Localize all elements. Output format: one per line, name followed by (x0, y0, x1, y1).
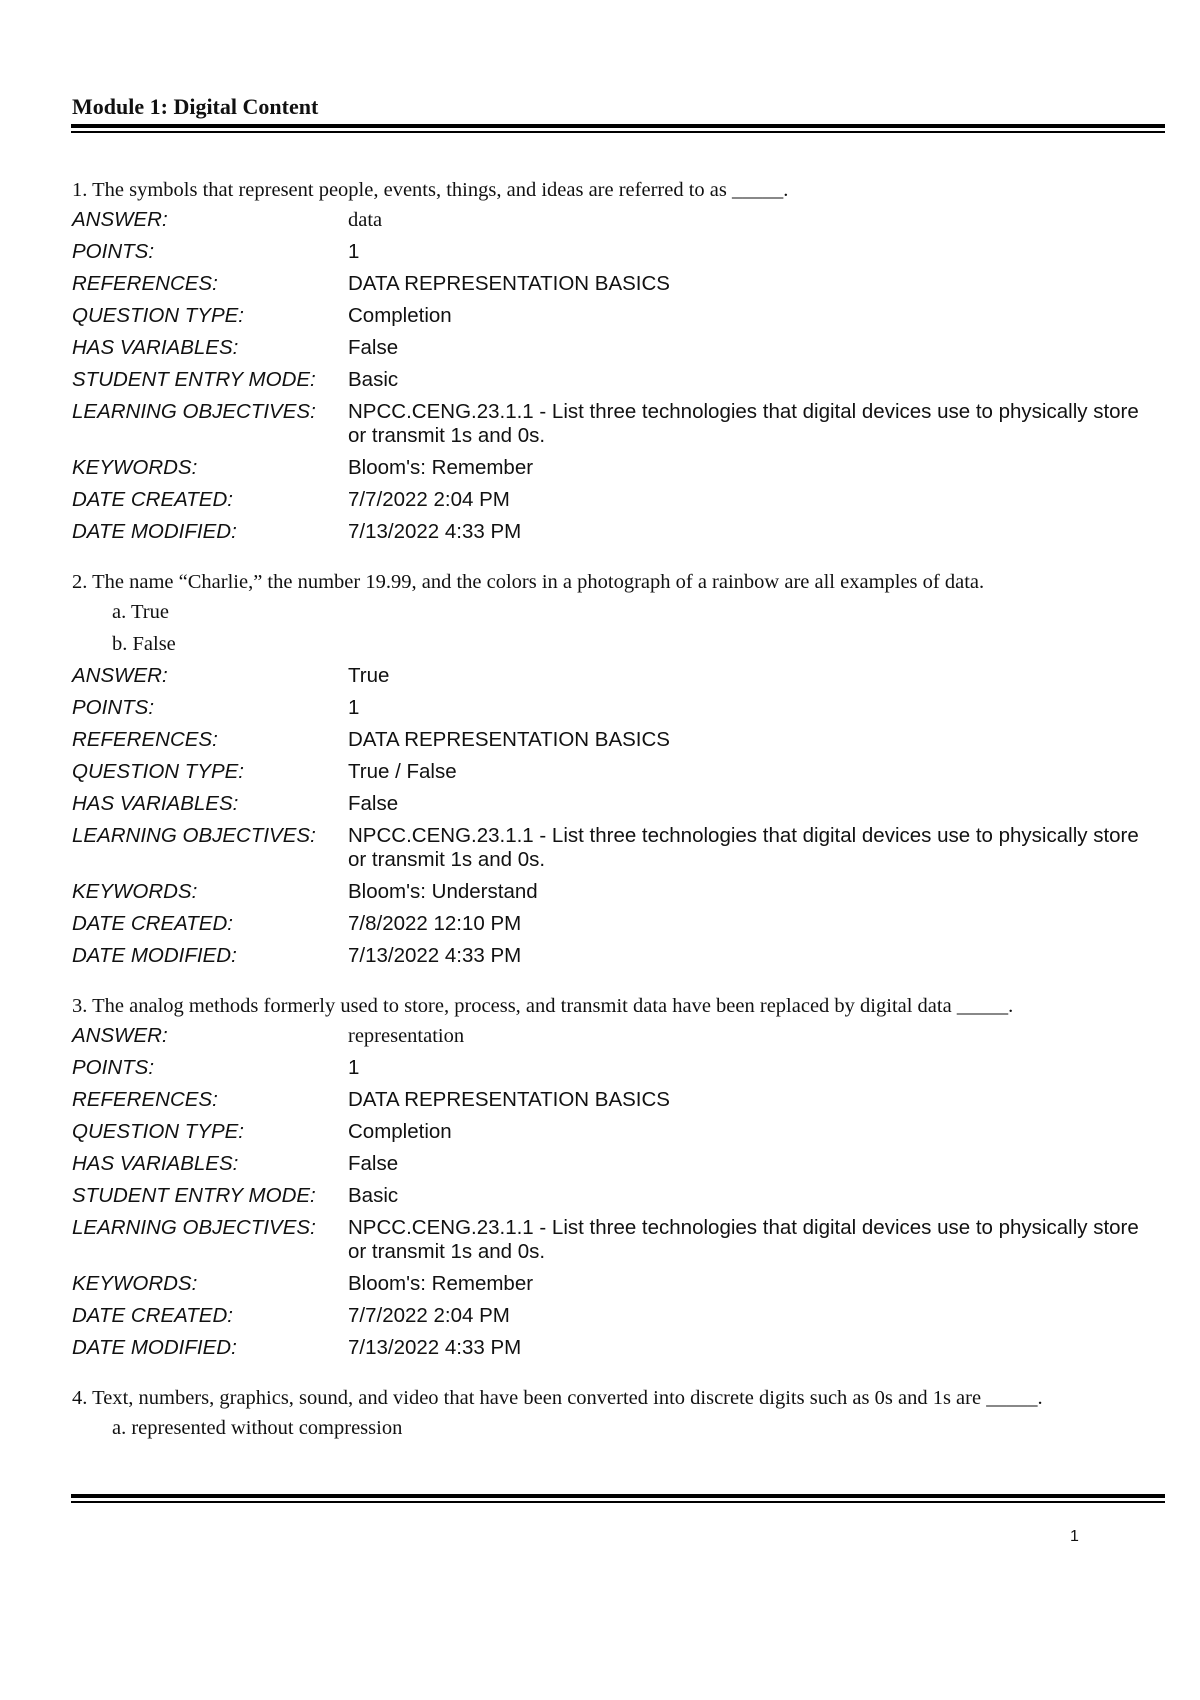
references-row (72, 724, 1172, 756)
has-variables-row (72, 332, 1172, 364)
question-type-label: QUESTION TYPE: (72, 304, 244, 327)
date-created-value: 7/7/2022 2:04 PM (348, 488, 510, 511)
references-label: REFERENCES: (72, 272, 218, 295)
question-type-value: Completion (348, 304, 452, 327)
answer-label: ANSWER: (72, 664, 168, 687)
keywords-value: Bloom's: Remember (348, 456, 534, 479)
footer-rule-bottom (71, 1501, 1165, 1503)
question-type-row (72, 1116, 1172, 1148)
date-created-label: DATE CREATED: (72, 912, 233, 935)
question-text: 1. The symbols that represent people, events, things, and ideas are referred to as _____. (72, 179, 789, 201)
student-entry-mode-label: STUDENT ENTRY MODE: (72, 368, 316, 391)
points-value: 1 (348, 1056, 360, 1079)
date-modified-label: DATE MODIFIED: (72, 520, 237, 543)
date-modified-label: DATE MODIFIED: (72, 1336, 237, 1359)
learning-objectives-value: NPCC.CENG.23.1.1 - List three technologies that digital devices use to physically store or transmit 1s and 0s. (348, 824, 1139, 871)
has-variables-row (72, 1148, 1172, 1180)
answer-label: ANSWER: (72, 208, 168, 231)
points-row (72, 692, 1172, 724)
keywords-row (72, 452, 1172, 484)
question-3 (72, 992, 1172, 1364)
question-type-value: Completion (348, 1120, 452, 1143)
keywords-row (72, 1268, 1172, 1300)
keywords-label: KEYWORDS: (72, 880, 198, 903)
keywords-label: KEYWORDS: (72, 1272, 198, 1295)
date-created-value: 7/8/2022 12:10 PM (348, 912, 522, 935)
question-text: 4. Text, numbers, graphics, sound, and video that have been converted into discrete digits such as 0s and 1s are _____. (72, 1387, 1043, 1409)
question-list (72, 176, 1172, 1464)
answer-value: True (348, 664, 390, 687)
has-variables-value: False (348, 792, 399, 815)
answer-label: ANSWER: (72, 1024, 168, 1047)
references-row (72, 1084, 1172, 1116)
learning-objectives-row (72, 820, 1172, 876)
question-2 (72, 568, 1172, 972)
points-value: 1 (348, 240, 360, 263)
question-type-value: True / False (348, 760, 457, 783)
question-text: 3. The analog methods formerly used to store, process, and transmit data have been replaced by digital data _____. (72, 995, 1014, 1017)
learning-objectives-label: LEARNING OBJECTIVES: (72, 824, 316, 847)
keywords-value: Bloom's: Remember (348, 1272, 534, 1295)
references-value: DATA REPRESENTATION BASICS (348, 1088, 670, 1111)
student-entry-mode-value: Basic (348, 368, 399, 391)
answer-row (72, 1020, 1172, 1052)
question-type-row (72, 756, 1172, 788)
has-variables-label: HAS VARIABLES: (72, 336, 239, 359)
points-value: 1 (348, 696, 360, 719)
question-1 (72, 176, 1172, 548)
keywords-label: KEYWORDS: (72, 456, 198, 479)
question-4 (72, 1384, 1172, 1444)
date-modified-value: 7/13/2022 4:33 PM (348, 944, 522, 967)
date-modified-row (72, 940, 1172, 972)
references-value: DATA REPRESENTATION BASICS (348, 728, 670, 751)
keywords-row (72, 876, 1172, 908)
answer-choices (72, 1412, 1172, 1444)
date-modified-value: 7/13/2022 4:33 PM (348, 1336, 522, 1359)
date-created-row (72, 1300, 1172, 1332)
answer-row (72, 204, 1172, 236)
page-number: 1 (1070, 1528, 1079, 1545)
points-row (72, 236, 1172, 268)
student-entry-mode-row (72, 364, 1172, 396)
header-rule-top (71, 124, 1165, 128)
question-type-label: QUESTION TYPE: (72, 760, 244, 783)
answer-choices (72, 596, 1172, 660)
date-modified-row (72, 516, 1172, 548)
points-label: POINTS: (72, 1056, 155, 1079)
choice-b: b. False (112, 633, 176, 655)
date-created-row (72, 908, 1172, 940)
has-variables-label: HAS VARIABLES: (72, 1152, 239, 1175)
question-text: 2. The name “Charlie,” the number 19.99, and the colors in a photograph of a rainbow are all examples of data. (72, 571, 985, 593)
answer-value: data (348, 209, 383, 231)
points-label: POINTS: (72, 696, 155, 719)
references-label: REFERENCES: (72, 728, 218, 751)
references-label: REFERENCES: (72, 1088, 218, 1111)
points-row (72, 1052, 1172, 1084)
question-type-row (72, 300, 1172, 332)
points-label: POINTS: (72, 240, 155, 263)
learning-objectives-row (72, 1212, 1172, 1268)
choice-a: a. represented without compression (112, 1417, 403, 1439)
has-variables-row (72, 788, 1172, 820)
question-type-label: QUESTION TYPE: (72, 1120, 244, 1143)
learning-objectives-label: LEARNING OBJECTIVES: (72, 1216, 316, 1239)
date-created-row (72, 484, 1172, 516)
keywords-value: Bloom's: Understand (348, 880, 538, 903)
choice-a: a. True (112, 601, 169, 623)
date-modified-row (72, 1332, 1172, 1364)
answer-row (72, 660, 1172, 692)
learning-objectives-row (72, 396, 1172, 452)
learning-objectives-label: LEARNING OBJECTIVES: (72, 400, 316, 423)
has-variables-value: False (348, 336, 399, 359)
date-modified-label: DATE MODIFIED: (72, 944, 237, 967)
learning-objectives-value: NPCC.CENG.23.1.1 - List three technologies that digital devices use to physically store or transmit 1s and 0s. (348, 1216, 1139, 1263)
has-variables-value: False (348, 1152, 399, 1175)
has-variables-label: HAS VARIABLES: (72, 792, 239, 815)
answer-value: representation (348, 1025, 465, 1047)
header-rule-bottom (71, 131, 1165, 133)
references-row (72, 268, 1172, 300)
date-created-label: DATE CREATED: (72, 488, 233, 511)
student-entry-mode-value: Basic (348, 1184, 399, 1207)
date-created-label: DATE CREATED: (72, 1304, 233, 1327)
student-entry-mode-label: STUDENT ENTRY MODE: (72, 1184, 316, 1207)
date-created-value: 7/7/2022 2:04 PM (348, 1304, 510, 1327)
footer-rule-top (71, 1494, 1165, 1498)
page-title: Module 1: Digital Content (72, 94, 319, 119)
learning-objectives-value: NPCC.CENG.23.1.1 - List three technologies that digital devices use to physically store or transmit 1s and 0s. (348, 400, 1139, 447)
references-value: DATA REPRESENTATION BASICS (348, 272, 670, 295)
date-modified-value: 7/13/2022 4:33 PM (348, 520, 522, 543)
student-entry-mode-row (72, 1180, 1172, 1212)
